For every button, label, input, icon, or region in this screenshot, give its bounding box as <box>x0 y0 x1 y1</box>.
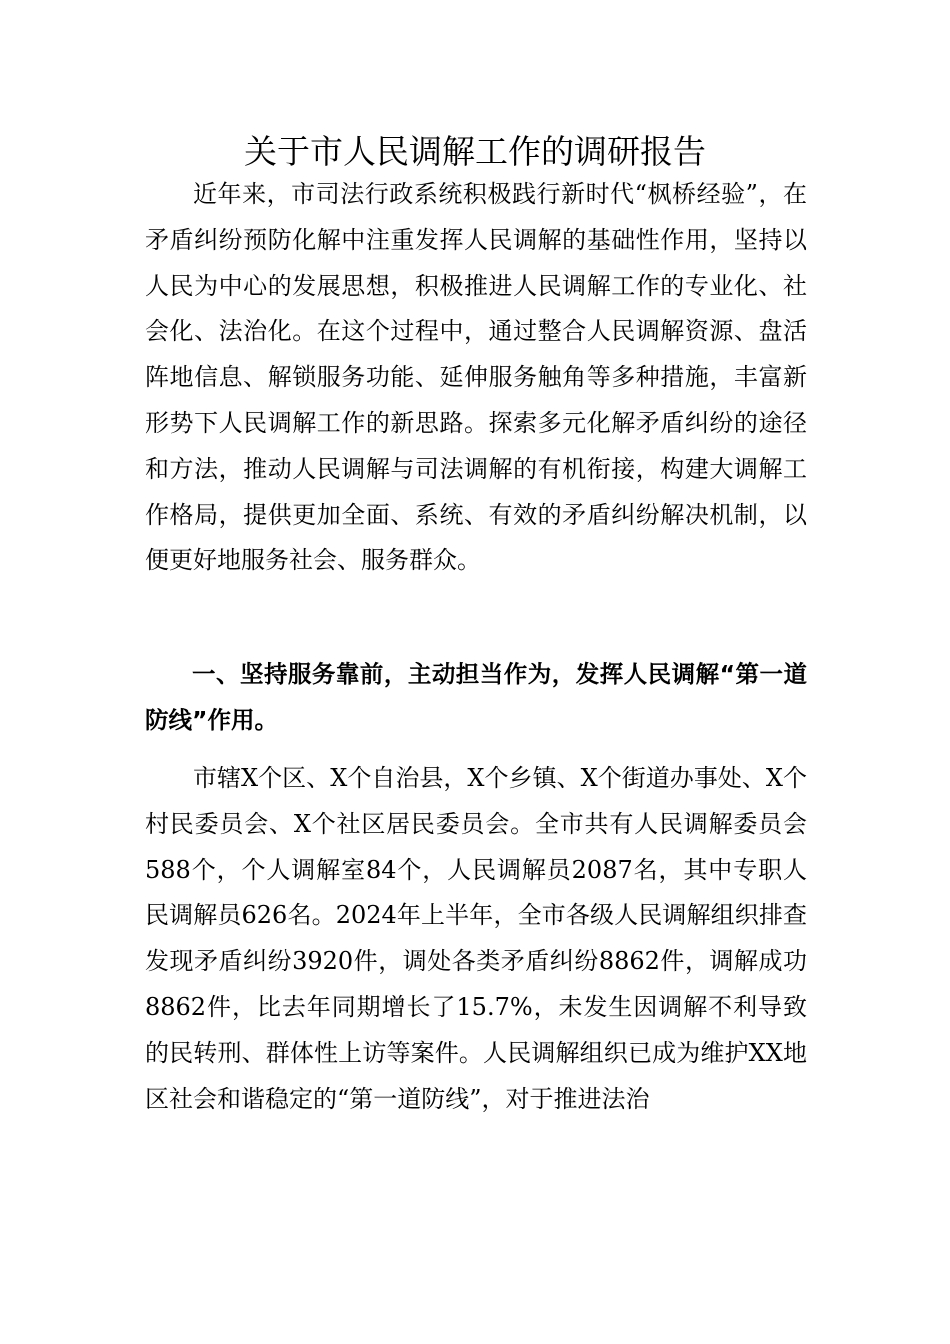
document-title: 关于市人民调解工作的调研报告 <box>244 132 706 171</box>
section-paragraph: 市辖X个区、X个自治县，X个乡镇、X个街道办事处、X个村民委员会、X个社区居民委员会。全市共有人民调解委员会588个，个人调解室84个，人民调解员2087名，其中专职人民调解员626名。2024年上半年，全市各级人民调解组织排查发现矛盾纠纷3920件，调处各类矛盾纠纷8862件，调解成功8862件，比去年同期增长了15.7%，未发生因调解不利导致的民转刑、群体性上访等案件。人民调解组织已成为维护XX地区社会和谐稳定的“第一道防线”，对于推进法治 <box>145 764 807 1113</box>
intro-paragraph: 近年来，市司法行政系统积极践行新时代“枫桥经验”，在矛盾纠纷预防化解中注重发挥人民调解的基础性作用，坚持以人民为中心的发展思想，积极推进人民调解工作的专业化、社会化、法治化。在这个过程中，通过整合人民调解资源、盘活阵地信息、解锁服务功能、延伸服务触角等多种措施，丰富新形势下人民调解工作的新思路。探索多元化解矛盾纠纷的途径和方法，推动人民调解与司法调解的有机衔接，构建大调解工作格局，提供更加全面、系统、有效的矛盾纠纷解决机制，以便更好地服务社会、服务群众。 <box>145 180 807 575</box>
section-heading: 一、坚持服务靠前，主动担当作为，发挥人民调解“第一道防线”作用。 <box>145 660 807 734</box>
